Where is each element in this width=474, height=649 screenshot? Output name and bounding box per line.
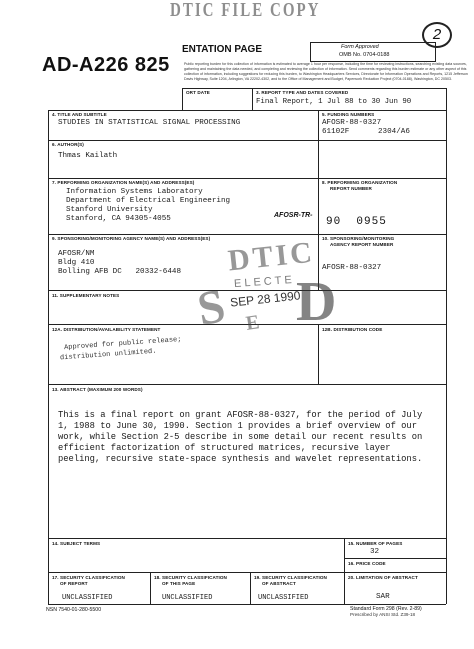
sec-class-report-label: 17. SECURITY CLASSIFICATION [52, 575, 125, 580]
ad-number-text: AD-A226 825 [42, 54, 170, 76]
abstract-line: peeling, recursive state-space synthesis and wavelet representations. [58, 454, 423, 464]
standard-form: Standard Form 298 (Rev. 2-89) [350, 606, 422, 612]
authors-label: 6. AUTHOR(S) [52, 142, 84, 147]
form-approved-label: Form Approved [341, 44, 379, 50]
funding-number: AFOSR-88-0327 [322, 119, 382, 127]
num-pages-value: 32 [370, 548, 380, 556]
report-type-label: 3. REPORT TYPE AND DATES COVERED [256, 90, 349, 95]
distribution-code-label: 12B. DISTRIBUTION CODE [322, 327, 383, 332]
abstract-line: 1, 1988 to June 30, 1990. Section 1 provides a brief overview of our [58, 421, 417, 431]
ad-number [42, 54, 170, 77]
sponsor-report-value: AFOSR-88-0327 [322, 264, 382, 272]
burden-line: collection of information, including suggestions for reducing this burden, to Washington Headquarters Services, Directorate for Information Operations and Reports, 1215 Jefferson [184, 72, 468, 76]
abstract-line: work, while Section 2-5 describe in some detail our recent results on [58, 432, 423, 442]
abstract-label: 13. ABSTRACT (MAXIMUM 200 WORDS) [52, 387, 143, 392]
perf-org-line: Stanford University [66, 206, 153, 214]
rule [250, 572, 251, 604]
rule [48, 384, 446, 385]
rule [48, 234, 446, 235]
sponsor-line: Bldg 410 [58, 259, 95, 267]
afosr-tr-stamp: AFOSR-TR- [274, 212, 313, 219]
rule [446, 88, 447, 604]
burden-line: gathering and maintaining the data needed, and completing and reviewing the collection of information. Send comments regarding this burden estimate or any other aspect of this [184, 67, 467, 71]
perf-org-line: Department of Electrical Engineering [66, 197, 231, 205]
rule [48, 178, 446, 179]
rule [344, 538, 345, 572]
rule [318, 110, 319, 178]
dtic-file-copy-text: DTIC FILE COPY [170, 0, 321, 22]
supp-notes-label: 11. SUPPLEMENTARY NOTES [52, 293, 120, 298]
sec-class-page-label-2: OF THIS PAGE [162, 581, 196, 586]
title-label: 4. TITLE AND SUBTITLE [52, 112, 107, 117]
dtic-stamp-title: DTIC [226, 235, 317, 278]
dtic-file-copy-stamp [170, 0, 321, 22]
distribution-statement-2: distribution unlimited. [59, 347, 157, 363]
nsn-number: NSN 7540-01-280-5500 [46, 607, 102, 613]
sponsor-label: 9. SPONSORING/MONITORING AGENCY NAME(S) AND ADDRESS(ES) [52, 236, 211, 241]
burden-line: Public reporting burden for this collection of information is estimated to average 1 hour per response, including the time for reviewing instructions, searching existing data sources, [184, 62, 467, 66]
perf-report-label-2: REPORT NUMBER [330, 186, 372, 191]
subject-terms-label: 14. SUBJECT TERMS [52, 541, 101, 546]
dtic-stamp-date: SEP 28 1990 [229, 288, 302, 310]
page-title-text: ENTATION PAGE [182, 44, 262, 55]
rule [48, 110, 49, 604]
sponsor-line: Bolling AFB DC 20332-6448 [58, 268, 182, 276]
funding-label: 5. FUNDING NUMBERS [322, 112, 375, 117]
perf-org-label: 7. PERFORMING ORGANIZATION NAME(S) AND ADDRESS(ES) [52, 180, 195, 185]
rule [48, 110, 446, 111]
sec-class-report-label-2: OF REPORT [60, 581, 88, 586]
omb-number: OMB No. 0704-0188 [339, 52, 390, 58]
burden-notice [184, 62, 468, 86]
perf-org-line: Information Systems Laboratory [66, 188, 203, 196]
num-pages-label: 15. NUMBER OF PAGES [348, 541, 403, 546]
sponsor-report-label-2: AGENCY REPORT NUMBER [330, 242, 394, 247]
rule [48, 572, 446, 573]
rule [48, 604, 446, 605]
sec-class-page-label: 18. SECURITY CLASSIFICATION [154, 575, 227, 580]
page-title [182, 44, 262, 55]
distribution-label: 12A. DISTRIBUTION/AVAILABILITY STATEMENT [52, 327, 161, 332]
abstract-line: efficient factorization of structured matrices, recursive layer [58, 443, 391, 453]
limitation-label: 20. LIMITATION OF ABSTRACT [348, 575, 418, 580]
program-element: 61102F [322, 128, 350, 136]
rule [150, 572, 151, 604]
sec-class-abstract-label: 19. SECURITY CLASSIFICATION [254, 575, 327, 580]
dtic-stamp [193, 235, 337, 350]
report-type-value: Final Report, 1 Jul 88 to 30 Jun 90 [256, 98, 412, 106]
rule [48, 538, 446, 539]
rule [48, 140, 446, 141]
sec-class-abstract-value: UNCLASSIFIED [258, 594, 309, 602]
perf-report-label: 8. PERFORMING ORGANIZATION [322, 180, 398, 185]
rule [252, 88, 253, 110]
sec-class-report-value: UNCLASSIFIED [62, 594, 113, 602]
rule [344, 558, 446, 559]
sec-class-abstract-label-2: OF ABSTRACT [262, 581, 296, 586]
rule [182, 88, 446, 89]
rule [182, 88, 183, 110]
sec-class-page-value: UNCLASSIFIED [162, 594, 213, 602]
report-date-label: ORT DATE [186, 90, 210, 95]
rule [344, 572, 345, 604]
authors-value: Thmas Kailath [58, 152, 118, 160]
limitation-value: SAR [376, 593, 390, 601]
distribution-statement-1: Approved for public release; [63, 335, 182, 353]
sponsor-report-label: 10. SPONSORING/MONITORING [322, 236, 395, 241]
price-code-label: 16. PRICE CODE [348, 561, 386, 566]
perf-org-line: Stanford, CA 94305-4055 [66, 215, 171, 223]
dtic-stamp-s: S [193, 279, 230, 336]
prescribed-by: Prescribed by ANSI Std. Z39-18 [350, 612, 416, 617]
project-task: 2304/A6 [378, 128, 410, 136]
abstract-line: This is a final report on grant AFOSR-88-0327, for the period of July [58, 410, 423, 420]
perf-report-value: 90 0955 [326, 216, 387, 228]
dtic-stamp-e: E [244, 311, 261, 335]
title-value: STUDIES IN STATISTICAL SIGNAL PROCESSING [58, 119, 241, 127]
circled-number-text: 2 [432, 26, 442, 43]
sponsor-line: AFOSR/NM [58, 250, 95, 258]
dtic-stamp-d: D [296, 271, 337, 333]
burden-line: Davis Highway, Suite 1204, Arlington, VA 22202-4302, and to the Office of Management and Budget, Paperwork Reduction Project (0704-0188), Washington, DC 20503. [184, 77, 452, 81]
dtic-stamp-electe: ELECTE [233, 273, 296, 291]
form-approved-box [310, 42, 436, 62]
